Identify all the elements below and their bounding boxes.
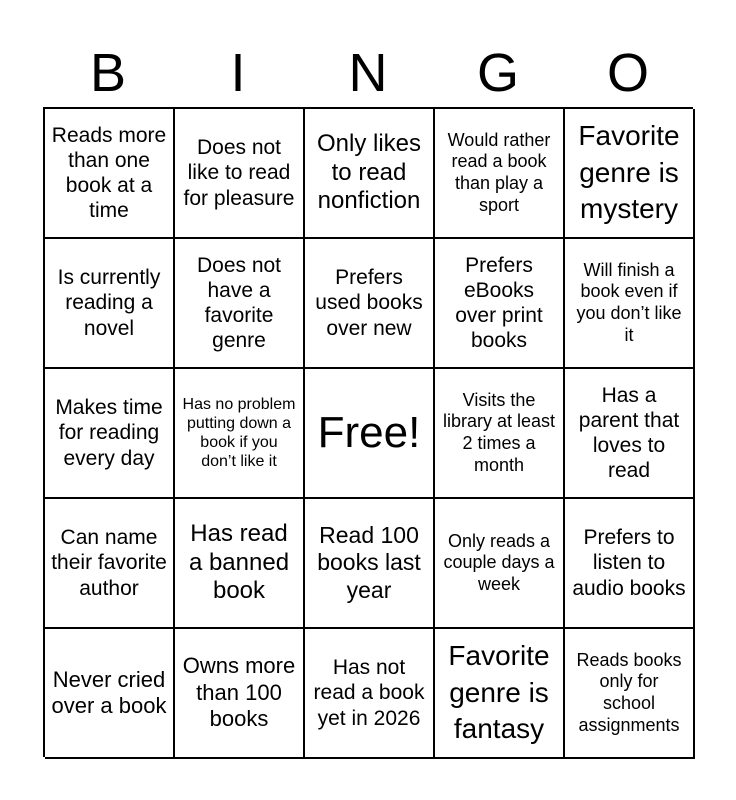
bingo-cell[interactable]: Does not have a favorite genre bbox=[175, 239, 305, 369]
bingo-cell[interactable]: Favorite genre is mystery bbox=[565, 109, 695, 239]
bingo-cell[interactable]: Has no problem putting down a book if you don’t like it bbox=[175, 369, 305, 499]
bingo-cell[interactable]: Only likes to read nonfiction bbox=[305, 109, 435, 239]
bingo-cell[interactable]: Prefers to listen to audio books bbox=[565, 499, 695, 629]
header-letter-g: G bbox=[476, 43, 519, 103]
bingo-cell[interactable]: Favorite genre is fantasy bbox=[435, 629, 565, 759]
bingo-cell[interactable]: Would rather read a book than play a sport bbox=[435, 109, 565, 239]
free-cell[interactable]: Free! bbox=[305, 369, 435, 499]
bingo-cell[interactable]: Prefers used books over new bbox=[305, 239, 435, 369]
bingo-cell[interactable]: Does not like to read for pleasure bbox=[175, 109, 305, 239]
bingo-cell[interactable]: Owns more than 100 books bbox=[175, 629, 305, 759]
bingo-cell[interactable]: Only reads a couple days a week bbox=[435, 499, 565, 629]
bingo-cell[interactable]: Has a parent that loves to read bbox=[565, 369, 695, 499]
bingo-cell[interactable]: Read 100 books last year bbox=[305, 499, 435, 629]
bingo-cell[interactable]: Visits the library at least 2 times a month bbox=[435, 369, 565, 499]
bingo-cell[interactable]: Has read a banned book bbox=[175, 499, 305, 629]
bingo-header bbox=[43, 40, 693, 106]
header-letter-b: B bbox=[89, 43, 127, 103]
bingo-cell[interactable]: Reads more than one book at a time bbox=[45, 109, 175, 239]
bingo-grid bbox=[43, 107, 693, 757]
bingo-cell[interactable]: Makes time for reading every day bbox=[45, 369, 175, 499]
bingo-cell[interactable]: Can name their favorite author bbox=[45, 499, 175, 629]
bingo-cell[interactable]: Has not read a book yet in 2026 bbox=[305, 629, 435, 759]
bingo-cell[interactable]: Prefers eBooks over print books bbox=[435, 239, 565, 369]
bingo-cell[interactable]: Is currently reading a novel bbox=[45, 239, 175, 369]
bingo-cell[interactable]: Reads books only for school assignments bbox=[565, 629, 695, 759]
bingo-cell[interactable]: Will finish a book even if you don’t like it bbox=[565, 239, 695, 369]
header-letter-o: O bbox=[606, 43, 649, 103]
bingo-cell[interactable]: Never cried over a book bbox=[45, 629, 175, 759]
header-letter-n: N bbox=[348, 43, 388, 103]
header-letter-i: I bbox=[230, 43, 246, 103]
